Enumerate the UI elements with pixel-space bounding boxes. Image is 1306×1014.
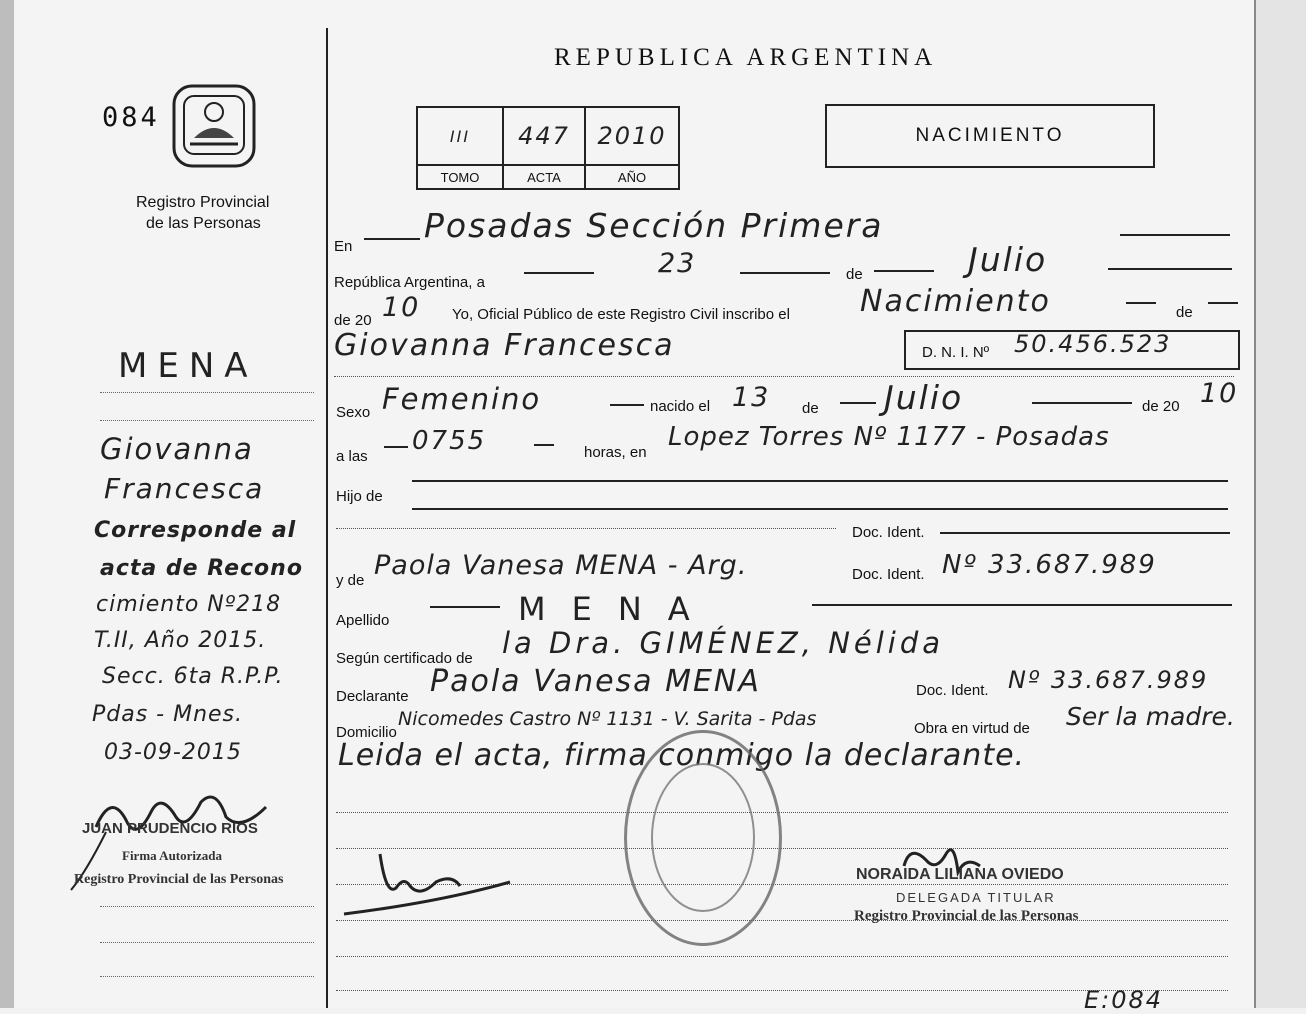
margin-rule (100, 392, 314, 393)
value-sexo: Femenino (382, 382, 542, 416)
margin-rule (100, 976, 314, 977)
official-role: DELEGADA TITULAR (896, 890, 1056, 905)
value-doc-madre: Nº 33.687.989 (942, 550, 1157, 580)
value-acto: Nacimiento (860, 284, 1051, 319)
provincial-seal-icon (166, 80, 262, 172)
margin-note-line: 03-09-2015 (104, 740, 242, 765)
value-domicilio: Nicomedes Castro Nº 1131 - V. Sarita - Pdas (398, 708, 817, 730)
row-line (336, 528, 836, 529)
row-line (334, 376, 1234, 377)
record-type-box: NACIMIENTO (825, 104, 1155, 168)
official-round-stamp (624, 730, 782, 946)
value-apellido: MENA (518, 590, 716, 628)
dash (364, 238, 420, 240)
acta-label: ACTA (503, 165, 585, 189)
label-hijo: Hijo de (336, 488, 383, 505)
margin-rule (100, 420, 314, 421)
margin-rule (100, 906, 314, 907)
value-nac-day: 13 (732, 382, 771, 413)
label-en: En (334, 238, 353, 255)
page-left-edge (0, 0, 14, 1008)
label-yde: y de (336, 572, 365, 589)
margin-note-line: T.II, Año 2015. (94, 628, 267, 653)
dash (1208, 302, 1238, 304)
dash (940, 532, 1230, 534)
value-madre: Paola Vanesa MENA - Arg. (374, 550, 748, 581)
dash (610, 404, 644, 406)
label-alas: a las (336, 448, 368, 465)
label-apellido: Apellido (336, 612, 390, 629)
ano-value: 2010 (585, 107, 679, 165)
value-year: 10 (382, 292, 421, 323)
dash (430, 606, 500, 608)
tomo-acta-ano-table (416, 106, 680, 190)
label-horas: horas, en (584, 444, 647, 461)
dash (812, 604, 1232, 606)
label-doc-padre: Doc. Ident. (852, 524, 925, 541)
dash (524, 272, 594, 274)
margin-name1: Giovanna (100, 432, 254, 466)
dash (874, 270, 934, 272)
margin-signer-name: JUAN PRUDENCIO RIOS (82, 820, 258, 837)
dash (412, 508, 1228, 510)
label-declarante: Declarante (336, 688, 409, 705)
value-nac-month: Julio (884, 378, 964, 417)
label-obra: Obra en virtud de (914, 720, 1030, 737)
margin-surname: MENA (118, 346, 258, 386)
margin-note-line: Secc. 6ta R.P.P. (102, 664, 284, 689)
registry-title-line2: de las Personas (146, 215, 261, 232)
stamp-inner-ring (651, 763, 755, 912)
value-leida: Leida el acta, firma conmigo la declarante. (338, 738, 1026, 773)
dash (1120, 234, 1230, 236)
declarant-signature-icon (340, 836, 560, 922)
value-month: Julio (968, 240, 1048, 279)
label-inscribo: Yo, Oficial Público de este Registro Civil inscribo el (452, 306, 790, 323)
label-republica: República Argentina, a (334, 274, 485, 291)
ano-label: AÑO (585, 165, 679, 189)
dash (740, 272, 830, 274)
margin-note-line: Pdas - Mnes. (92, 702, 244, 727)
label-de: de (846, 266, 863, 283)
label-de-acto: de (1176, 304, 1193, 321)
label-certificado: Según certificado de (336, 650, 473, 667)
value-nombre: Giovanna Francesca (334, 328, 675, 363)
label-domicilio: Domicilio (336, 724, 397, 741)
value-en: Posadas Sección Primera (424, 206, 884, 245)
dash (534, 444, 554, 446)
value-declarante: Paola Vanesa MENA (430, 664, 761, 699)
value-obra: Ser la madre. (1066, 702, 1235, 731)
tomo-label: TOMO (417, 165, 503, 189)
margin-note-line: acta de Recono (100, 556, 303, 581)
value-day: 23 (658, 248, 697, 279)
dash (840, 402, 876, 404)
dash (1126, 302, 1156, 304)
dash (412, 480, 1228, 482)
row-line (336, 956, 1228, 957)
value-hora: 0755 (412, 426, 487, 456)
official-name: NORAIDA LILIANA OVIEDO (856, 866, 1064, 883)
label-dni: D. N. I. Nº (922, 344, 990, 361)
dash (384, 446, 408, 448)
margin-name2: Francesca (104, 472, 265, 505)
country-title: REPUBLICA ARGENTINA (554, 44, 938, 71)
value-doc-declarante: Nº 33.687.989 (1008, 666, 1209, 694)
value-certificado: la Dra. GIMÉNEZ, Nélida (502, 626, 945, 660)
label-sexo: Sexo (336, 404, 371, 421)
record-number: 084 (102, 102, 160, 133)
label-nac-de: de (802, 400, 819, 417)
tomo-value: III (417, 107, 503, 165)
row-line (336, 812, 1228, 813)
page-code: E:084 (1084, 986, 1164, 1014)
value-lugar: Lopez Torres Nº 1177 - Posadas (668, 422, 1110, 452)
margin-signer-role: Firma Autorizada (122, 848, 223, 863)
registry-title-line1: Registro Provincial (136, 194, 270, 211)
label-doc-madre: Doc. Ident. (852, 566, 925, 583)
label-nac-de20: de 20 (1142, 398, 1180, 415)
official-org: Registro Provincial de las Personas (854, 908, 1079, 924)
acta-value: 447 (503, 107, 585, 165)
label-doc-declarante: Doc. Ident. (916, 682, 989, 699)
margin-rule (100, 942, 314, 943)
dash (1108, 268, 1232, 270)
dash (1032, 402, 1132, 404)
label-nacido: nacido el (650, 398, 711, 415)
margin-divider (326, 28, 328, 1008)
value-dni: 50.456.523 (1014, 330, 1172, 358)
label-de20: de 20 (334, 312, 372, 329)
page-right-edge (1254, 0, 1306, 1008)
margin-note-line: Corresponde al (94, 518, 297, 543)
margin-note-line: cimiento Nº218 (96, 592, 282, 617)
value-nac-year: 10 (1200, 378, 1239, 409)
margin-signer-org: Registro Provincial de las Personas (74, 872, 284, 887)
